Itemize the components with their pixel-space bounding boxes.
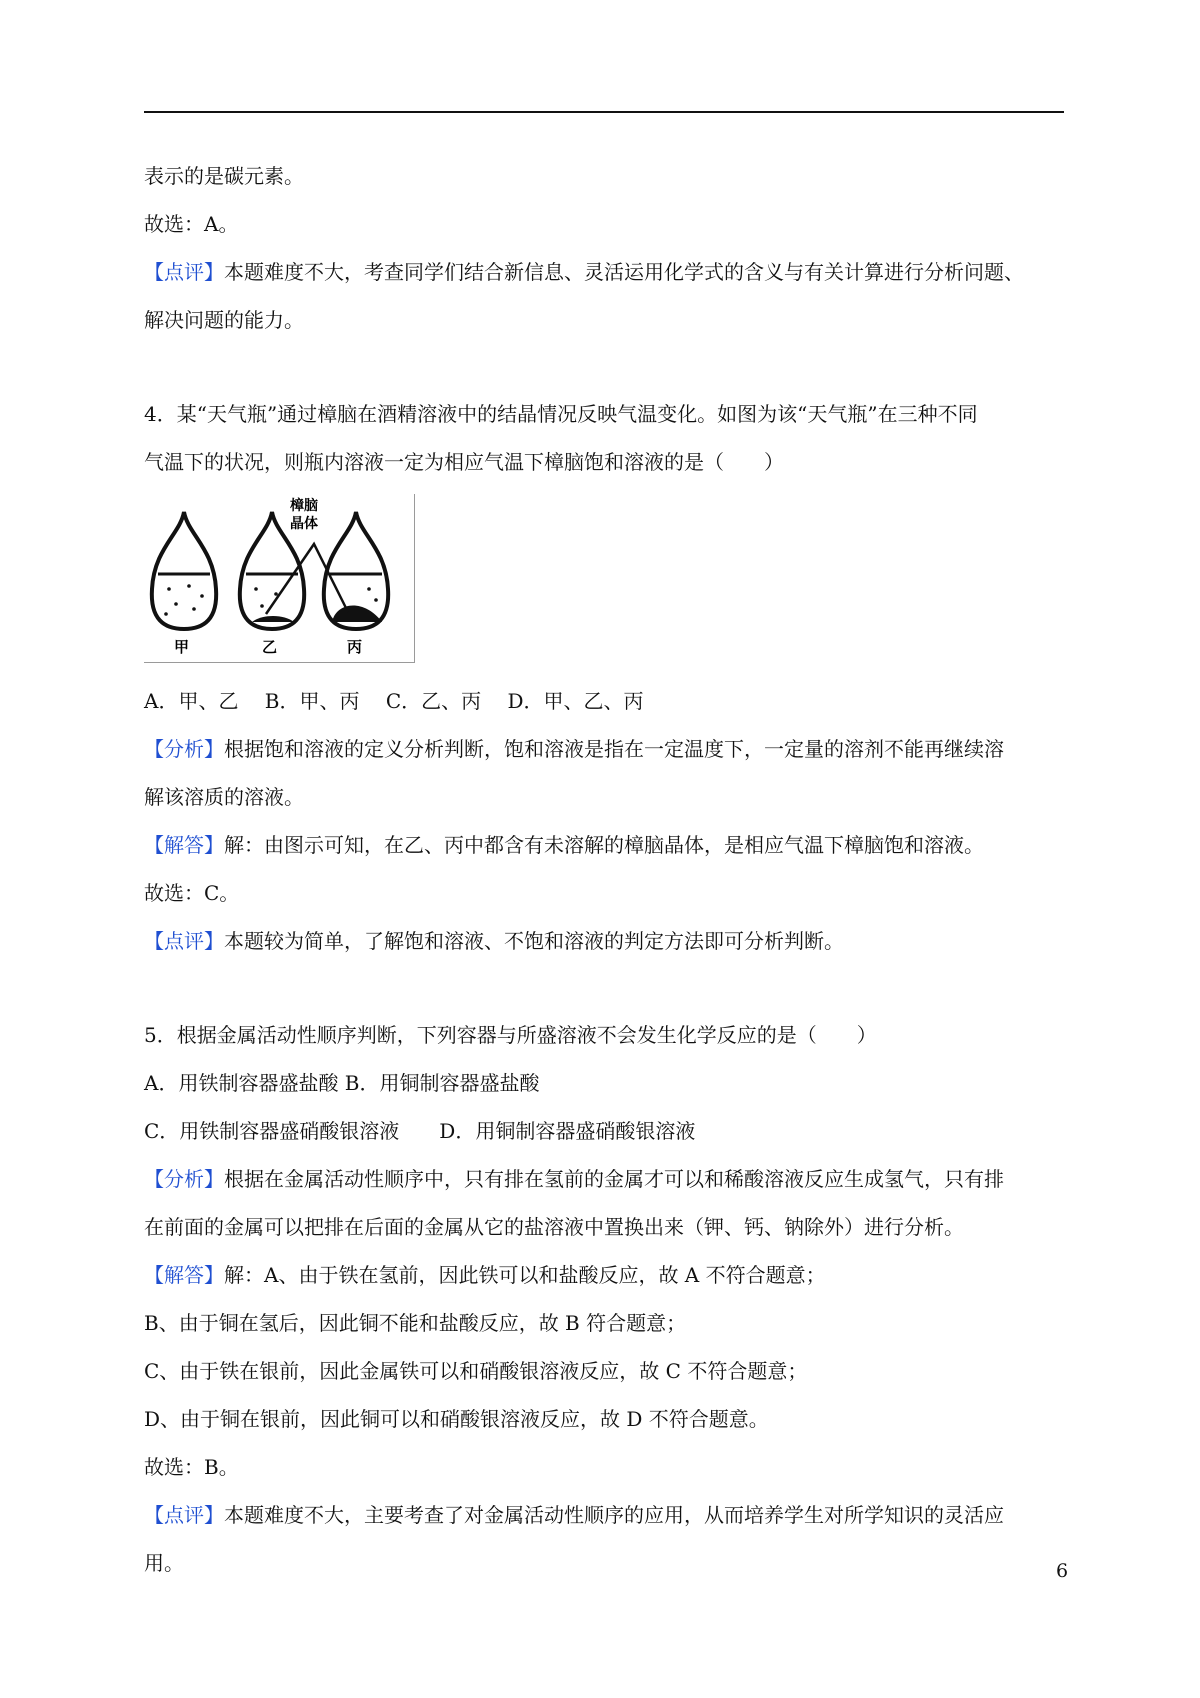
analysis-tag: 【分析】 — [144, 737, 224, 761]
q4-comment — [144, 917, 1069, 965]
q5-analysis-cont: 在前面的金属可以把排在后面的金属从它的盐溶液中置换出来（钾、钙、钠除外）进行分析。 — [144, 1215, 964, 1239]
q5-options-cd: C．用铁制容器盛硝酸银溶液 D．用铜制容器盛硝酸银溶液 — [144, 1119, 696, 1143]
q4-options: A．甲、乙 B．甲、丙 C．乙、丙 D．甲、乙、丙 — [144, 689, 644, 713]
q5-choice: 故选：B。 — [144, 1455, 239, 1479]
analysis-tag: 【分析】 — [144, 1167, 224, 1191]
crystal-bing — [332, 605, 382, 622]
answer-tag: 【解答】 — [144, 1263, 224, 1287]
q5-comment — [144, 1491, 1069, 1539]
comment-tag: 【点评】 — [144, 1503, 224, 1527]
bottle-label-yi: 乙 — [262, 638, 278, 656]
q4-analysis — [144, 725, 1069, 773]
q5-analysis-text: 根据在金属活动性顺序中，只有排在氢前的金属才可以和稀酸溶液反应生成氢气，只有排 — [224, 1167, 1004, 1191]
q3-comment — [144, 248, 1069, 296]
q5-comment-cont: 用。 — [144, 1551, 184, 1575]
q4-stem-cont: 气温下的状况，则瓶内溶液一定为相应气温下樟脑饱和溶液的是（ ） — [144, 450, 784, 474]
q3-comment-cont: 解决问题的能力。 — [144, 308, 304, 332]
q5-comment-text: 本题难度不大，主要考查了对金属活动性顺序的应用，从而培养学生对所学知识的灵活应 — [224, 1503, 1004, 1527]
comment-tag: 【点评】 — [144, 929, 224, 953]
page-number: 6 — [1056, 1560, 1069, 1582]
q4-comment-text: 本题较为简单，了解饱和溶液、不饱和溶液的判定方法即可分析判断。 — [224, 929, 844, 953]
q5-answer-text: 解：A、由于铁在氢前，因此铁可以和盐酸反应，故 A 不符合题意； — [224, 1263, 826, 1287]
q4-choice: 故选：C。 — [144, 881, 240, 905]
q3-text: 表示的是碳元素。 — [144, 164, 304, 188]
document-body — [144, 152, 1069, 1587]
crystal-label-top: 樟脑 — [290, 498, 318, 514]
q5-answer-b: B、由于铜在氢后，因此铜不能和盐酸反应，故 B 符合题意； — [144, 1311, 687, 1335]
bottle-diagram — [144, 494, 414, 662]
q5-analysis — [144, 1155, 1069, 1203]
q4-analysis-text: 根据饱和溶液的定义分析判断，饱和溶液是指在一定温度下，一定量的溶剂不能再继续溶 — [224, 737, 1004, 761]
spacer — [144, 344, 1069, 390]
header-rule — [144, 111, 1064, 113]
q4-analysis-cont: 解该溶质的溶液。 — [144, 785, 304, 809]
crystal-pointer — [266, 544, 348, 614]
q4-answer — [144, 821, 1069, 869]
crystal-label-bottom: 晶体 — [290, 516, 318, 532]
q5-answer-c: C、由于铁在银前，因此金属铁可以和硝酸银溶液反应，故 C 不符合题意； — [144, 1359, 808, 1383]
q5-stem: 5．根据金属活动性顺序判断，下列容器与所盛溶液不会发生化学反应的是（ ） — [144, 1023, 877, 1047]
answer-tag: 【解答】 — [144, 833, 224, 857]
q5-options-ab: A．用铁制容器盛盐酸 B．用铜制容器盛盐酸 — [144, 1071, 540, 1095]
bottle-label-bing: 丙 — [347, 638, 363, 656]
bottle-jia — [152, 512, 216, 629]
q4-stem: 4．某“天气瓶”通过樟脑在酒精溶液中的结晶情况反映气温变化。如图为该“天气瓶”在三种不同 — [144, 402, 978, 426]
q5-answer — [144, 1251, 1069, 1299]
q5-answer-d: D、由于铜在银前，因此铜可以和硝酸银溶液反应，故 D 不符合题意。 — [144, 1407, 769, 1431]
weather-bottle-figure — [144, 494, 415, 663]
spacer — [144, 965, 1069, 1011]
comment-tag: 【点评】 — [144, 260, 224, 284]
bottle-label-jia: 甲 — [174, 638, 190, 656]
q4-answer-text: 解：由图示可知，在乙、丙中都含有未溶解的樟脑晶体，是相应气温下樟脑饱和溶液。 — [224, 833, 984, 857]
q3-choice: 故选：A。 — [144, 212, 239, 236]
crystal-yi — [252, 616, 294, 622]
q3-comment-text: 本题难度不大，考查同学们结合新信息、灵活运用化学式的含义与有关计算进行分析问题、 — [224, 260, 1024, 284]
